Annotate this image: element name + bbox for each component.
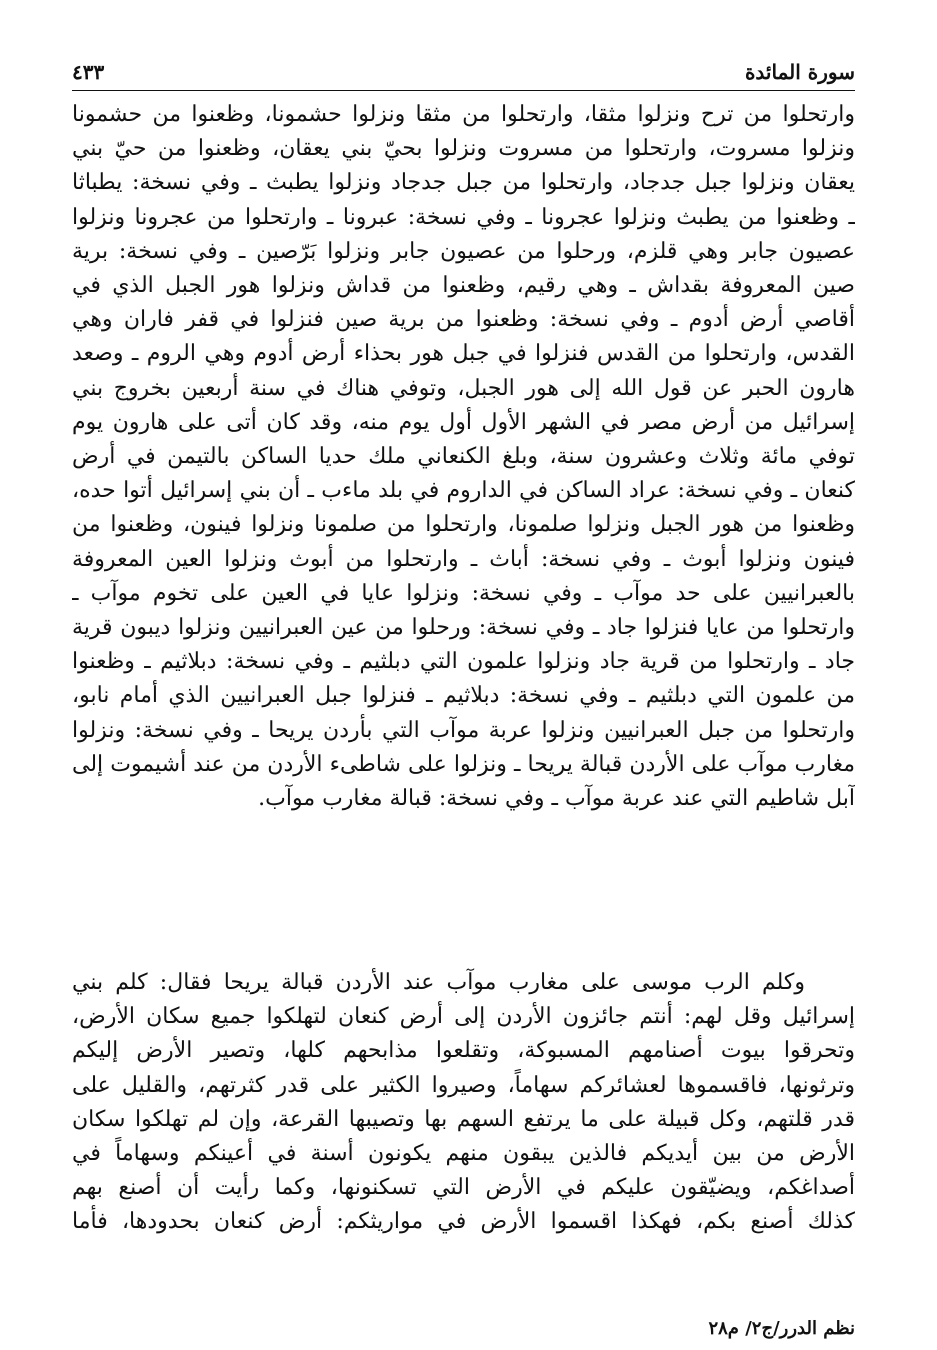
text-line: أقاصي أرض أدوم ـ وفي نسخة: وظعنوا من برية صين فنزلوا في قفر فاران وهي (72, 307, 855, 333)
text-line: وارتحلوا من ترح ونزلوا مثقا، وارتحلوا من مثقا ونزلوا حشمونا، وظعنوا من حشمونا (72, 102, 855, 127)
text-line: القدس، وارتحلوا من القدس فنزلوا في جبل هور بحذاء أرض أدوم وهي الروم ـ وصعد (72, 341, 855, 367)
text-line: هارون الحبر عن قول الله إلى هور الجبل، وتوفي هناك في سنة أربعين بخروج بني (72, 375, 855, 401)
text-line: يعقان ونزلوا جبل جدجاد، وارتحلوا من جبل جدجاد ونزلوا يطبث ـ وفي نسخة: يطباثا (72, 170, 855, 196)
text-line: قدر قلتهم، وكل قبيلة على ما يرتفع السهم بها وتصيبها القرعة، وإن لم تهلكوا سكان (72, 1106, 855, 1132)
text-line: ونزلوا مسروت، وارتحلوا من مسروت ونزلوا بحيّ بني يعقان، وظعنوا من حيّ بني (72, 136, 855, 162)
text-line: وارتحلوا من جبل العبرانيين ونزلوا عربة موآب التي بأردن يريحا ـ وفي نسخة: ونزلوا (72, 717, 855, 743)
text-line: آبل شاطيم التي عند عربة موآب ـ وفي نسخة: قبالة مغارب موآب. (258, 786, 855, 812)
text-line: ـ وظعنوا من يطبث ونزلوا عجرونا ـ وفي نسخة: عبرونا ـ وارتحلوا من عجرونا ونزلوا (72, 204, 855, 230)
text-line: كنعان ـ وفي نسخة: عراد الساكن في الداروم في بلد ماءب ـ أن بني إسرائيل أتوا حده، (72, 478, 855, 504)
text-line: إسرائيل من أرض مصر في الشهر الأول أول يوم منه، وقد كان أتى على هارون يوم (72, 409, 855, 435)
text-line: وترثونها، فاقسموها لعشائركم سهاماً، وصيروا الكثير على قدر كثرتهم، والقليل على (72, 1072, 855, 1098)
text-line: توفي مائة وثلاث وعشرون سنة، وبلغ الكنعاني ملك حديا الساكن بالتيمن في أرض (72, 444, 855, 470)
surah-title: سورة المائدة (744, 60, 855, 84)
text-line: مغارب موآب على الأردن قبالة يريحا ـ ونزلوا على شاطىء الأردن من عند أشيموت إلى (72, 751, 855, 777)
text-line: أصداغكم، ويضيّقون عليكم في الأرض التي تسكنونها، وكما رأيت أن أصنع بهم (72, 1175, 855, 1201)
paragraph-1 (72, 98, 855, 816)
text-line: وكلم الرب موسى على مغارب موآب عند الأردن قبالة يريحا فقال: كلم بني (72, 970, 805, 995)
text-line: عصيون جابر وهي قلزم، ورحلوا من عصيون جابر ونزلوا بَرّصين ـ وفي نسخة: برية (72, 238, 855, 264)
page-number: ٤٣٣ (72, 60, 105, 84)
text-line: فينون ونزلوا أبوث ـ وفي نسخة: أباث ـ وارتحلوا من أبوث ونزلوا العين المعروفة (72, 546, 855, 572)
text-line: وتحرقوا بيوت أصنامهم المسبوكة، وتقلعوا مذابحهم كلها، وتصير الأرض إليكم (72, 1038, 855, 1064)
text-line: بالعبرانيين على حد موآب ـ وفي نسخة: ونزلوا عايا في العين على تخوم موآب ـ (72, 580, 855, 606)
text-line: وظعنوا من هور الجبل ونزلوا صلمونا، وارتحلوا من صلمونا ونزلوا فينون، وظعنوا من (72, 512, 855, 538)
text-line: وارتحلوا من عايا فنزلوا جاد ـ وفي نسخة: ورحلوا من عين العبرانيين ونزلوا ديبون قرية (72, 615, 855, 641)
page-header (72, 54, 855, 91)
footer-signature: نظم الدرر/ج٢/ م٢٨ (708, 1318, 855, 1339)
text-line: من علمون التي دبلثيم ـ وفي نسخة: دبلاثيم ـ فنزلوا جبل العبرانيين الذي أمام نابو، (72, 683, 855, 709)
text-line: جاد ـ وارتحلوا من قرية جاد ونزلوا علمون التي دبلثيم ـ وفي نسخة: دبلاثيم ـ وظعنوا (72, 649, 855, 675)
paragraph-2 (72, 966, 855, 1240)
text-line: صين المعروفة بقداش ـ وهي رقيم، وظعنوا من قداش ونزلوا هور الجبل الذي في (72, 273, 855, 299)
text-line: إسرائيل وقل لهم: أنتم جائزون الأردن إلى أرض كنعان لتهلكوا جميع سكان الأرض، (72, 1004, 855, 1030)
text-line: الأرض من بين أيديكم فالذين يبقون منهم يكونون أسنة في أعينكم وسهاماً في (72, 1141, 855, 1167)
text-line: كذلك أصنع بكم، فهكذا اقسموا الأرض في مواريثكم: أرض كنعان بحدودها، فأما (72, 1209, 855, 1235)
